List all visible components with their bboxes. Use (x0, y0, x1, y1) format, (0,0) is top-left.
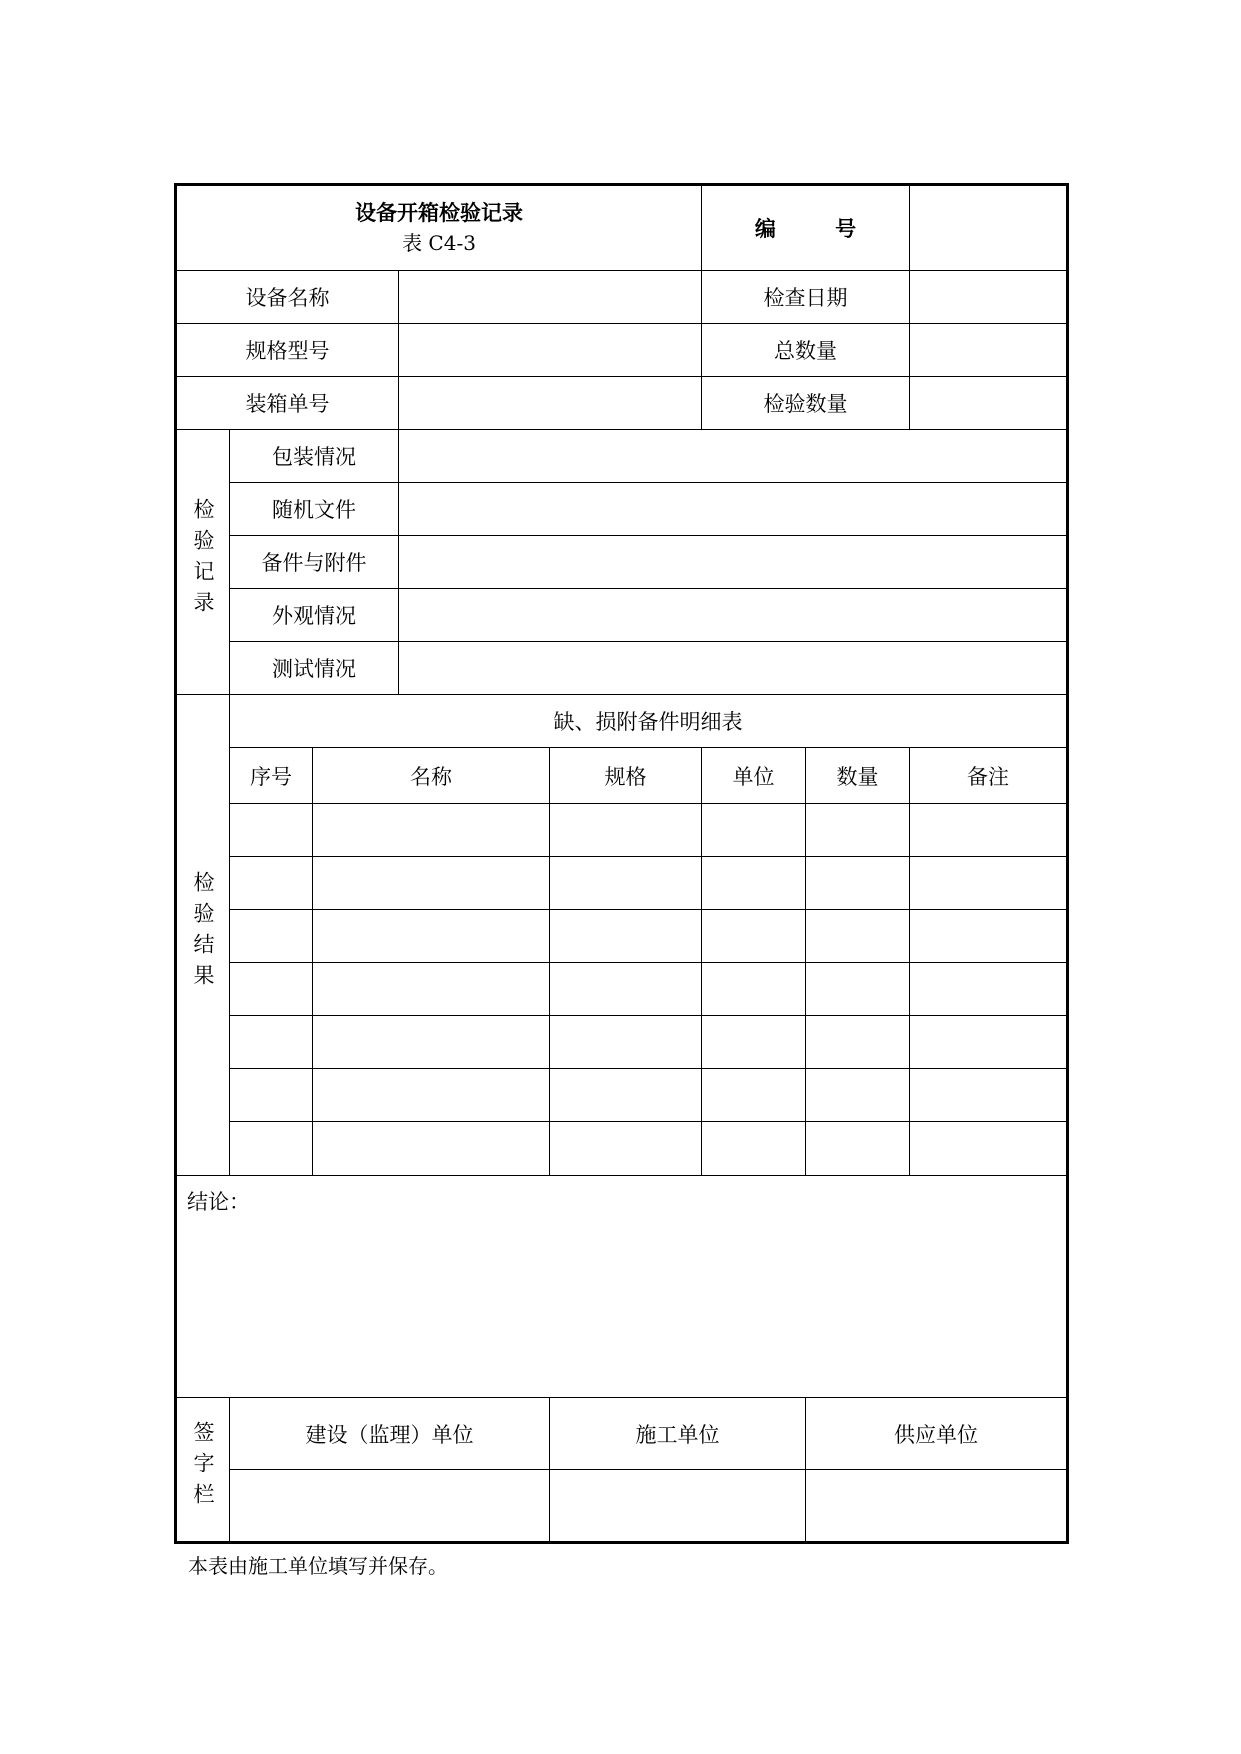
table-cell[interactable] (910, 963, 1068, 1016)
form-table (174, 183, 1069, 1544)
table-cell[interactable] (910, 1069, 1068, 1122)
table-cell[interactable] (313, 963, 550, 1016)
owner-supervisor-label: 建设（监理）单位 (230, 1398, 550, 1470)
appearance-field[interactable] (399, 589, 1068, 642)
table-cell[interactable] (313, 1016, 550, 1069)
table-cell[interactable] (910, 804, 1068, 857)
contractor-signature-field[interactable] (550, 1470, 806, 1543)
table-row (176, 910, 1068, 963)
column-header: 序号 (230, 748, 313, 804)
column-header: 规格 (550, 748, 702, 804)
table-cell[interactable] (230, 857, 313, 910)
table-cell[interactable] (806, 804, 910, 857)
spare-parts-label: 备件与附件 (230, 536, 399, 589)
model-spec-field[interactable] (399, 324, 702, 377)
table-cell[interactable] (230, 1069, 313, 1122)
table-cell[interactable] (806, 1016, 910, 1069)
table-cell[interactable] (702, 857, 806, 910)
table-cell[interactable] (910, 1122, 1068, 1176)
owner-supervisor-signature-field[interactable] (230, 1470, 550, 1543)
table-cell[interactable] (550, 1069, 702, 1122)
table-cell[interactable] (806, 963, 910, 1016)
documents-label: 随机文件 (230, 483, 399, 536)
table-cell[interactable] (702, 804, 806, 857)
equipment-name-field[interactable] (399, 271, 702, 324)
table-cell[interactable] (230, 1122, 313, 1176)
table-cell[interactable] (550, 804, 702, 857)
packing-list-no-label: 装箱单号 (176, 377, 399, 430)
form-title-cell (176, 185, 702, 271)
serial-label: 编 号 (702, 185, 910, 271)
table-cell[interactable] (230, 910, 313, 963)
conclusion-field[interactable] (176, 1176, 1068, 1398)
table-cell[interactable] (910, 857, 1068, 910)
table-cell[interactable] (550, 1016, 702, 1069)
test-field[interactable] (399, 642, 1068, 695)
table-cell[interactable] (230, 963, 313, 1016)
inspected-quantity-label: 检验数量 (702, 377, 910, 430)
column-header: 名称 (313, 748, 550, 804)
table-cell[interactable] (313, 910, 550, 963)
column-header: 备注 (910, 748, 1068, 804)
table-cell[interactable] (806, 857, 910, 910)
packaging-field[interactable] (399, 430, 1068, 483)
table-cell[interactable] (550, 963, 702, 1016)
table-cell[interactable] (313, 1122, 550, 1176)
documents-field[interactable] (399, 483, 1068, 536)
table-cell[interactable] (702, 1069, 806, 1122)
column-header: 数量 (806, 748, 910, 804)
spare-parts-field[interactable] (399, 536, 1068, 589)
packing-list-no-field[interactable] (399, 377, 702, 430)
table-row (176, 1122, 1068, 1176)
form-title: 设备开箱检验记录 (355, 200, 523, 225)
signature-section-label: 签字栏 (176, 1398, 230, 1543)
supplier-label: 供应单位 (806, 1398, 1068, 1470)
table-row (176, 963, 1068, 1016)
table-cell[interactable] (550, 857, 702, 910)
table-cell[interactable] (550, 1122, 702, 1176)
form-number: 表 C4-3 (402, 231, 476, 255)
serial-value-field[interactable] (910, 185, 1068, 271)
missing-parts-table-title: 缺、损附备件明细表 (230, 695, 1068, 748)
column-header: 单位 (702, 748, 806, 804)
table-cell[interactable] (702, 910, 806, 963)
table-cell[interactable] (806, 910, 910, 963)
model-spec-label: 规格型号 (176, 324, 399, 377)
table-cell[interactable] (910, 1016, 1068, 1069)
inspection-date-label: 检查日期 (702, 271, 910, 324)
packaging-label: 包装情况 (230, 430, 399, 483)
inspected-quantity-field[interactable] (910, 377, 1068, 430)
table-cell[interactable] (806, 1122, 910, 1176)
supplier-signature-field[interactable] (806, 1470, 1068, 1543)
total-quantity-label: 总数量 (702, 324, 910, 377)
table-row (176, 804, 1068, 857)
table-cell[interactable] (702, 1122, 806, 1176)
inspection-date-field[interactable] (910, 271, 1068, 324)
inspection-record-section-label: 检验记录 (176, 430, 230, 695)
table-cell[interactable] (806, 1069, 910, 1122)
test-label: 测试情况 (230, 642, 399, 695)
table-cell[interactable] (910, 910, 1068, 963)
footnote: 本表由施工单位填写并保存。 (188, 1554, 448, 1578)
inspection-form (174, 183, 1066, 1544)
table-cell[interactable] (313, 1069, 550, 1122)
table-row (176, 1069, 1068, 1122)
table-cell[interactable] (313, 857, 550, 910)
table-cell[interactable] (702, 1016, 806, 1069)
table-row (176, 1016, 1068, 1069)
inspection-result-section-label: 检验结果 (176, 695, 230, 1176)
table-cell[interactable] (230, 804, 313, 857)
appearance-label: 外观情况 (230, 589, 399, 642)
equipment-name-label: 设备名称 (176, 271, 399, 324)
conclusion-label: 结论： (187, 1190, 250, 1214)
contractor-label: 施工单位 (550, 1398, 806, 1470)
total-quantity-field[interactable] (910, 324, 1068, 377)
table-cell[interactable] (313, 804, 550, 857)
table-row (176, 857, 1068, 910)
table-cell[interactable] (230, 1016, 313, 1069)
table-cell[interactable] (550, 910, 702, 963)
table-cell[interactable] (702, 963, 806, 1016)
